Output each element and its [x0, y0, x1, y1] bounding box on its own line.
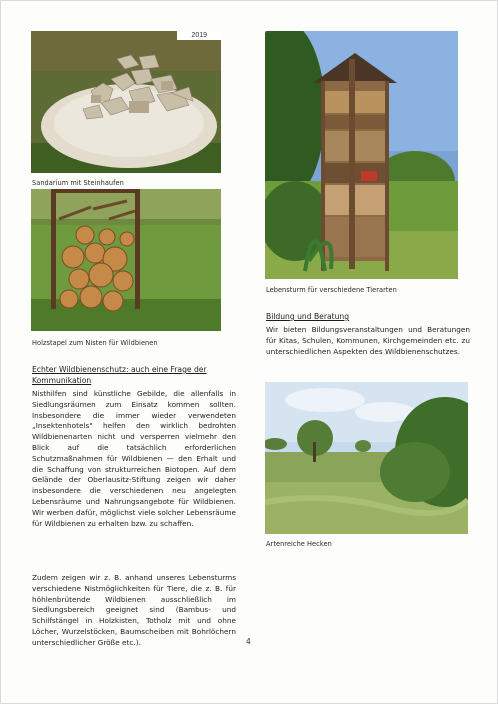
- woodpile-caption: Holzstapel zum Nisten für Wildbienen: [32, 339, 158, 347]
- right-paragraph: Wir bieten Bildungsveranstaltungen und Beratungen für Kitas, Schulen, Kommunen, Kirchgemeinden etc. zu unterschiedlichen Aspekten des Wildbienenschutzes.: [266, 325, 470, 356]
- left-paragraph-1: Nisthilfen sind künstliche Gebilde, die allenfalls in Siedlungsräumen zum Einsatz kommen sollten. Insbesondere die immer wieder verwendeten „Insektenhotels" helfen den wirklich bedrohten Wildbienenarten nicht und versperren vielmehr den Blick auf die tatsächlich erforderlichen Schutzmaßnahmen für Wildbienen — den Erhalt und die Schaffung von strukturreichen Biotopen. Auf dem Gelände der Oberlausitz-Stiftung zeigen wir daher insbesondere die verschiedenen neu angelegten Lebensräume und Nahrungsangebote für Wildbienen. Wir werben dafür, möglichst viele solcher Lebensräume für Wildbienen zu erhalten bzw. zu schaffen.: [32, 389, 236, 528]
- left-paragraph-2: Zudem zeigen wir z. B. anhand unseres Lebensturms verschiedene Nistmöglichkeiten für Tiere, die z. B. für höhlenbrütende Wildbienen ausschließlich im Siedlungsbereich geeignet sind (Bambus- und Schilfstängel in Holzkisten, Totholz mit und ohne Löcher, Wurzelstöcken, Baumscheiben mit Bohrlöchern unterschiedlicher Größe etc.).: [32, 573, 236, 647]
- insect-tower-photo: [265, 31, 458, 279]
- sandarium-photo: [31, 31, 221, 173]
- insect-tower-caption: Lebensturm für verschiedene Tierarten: [266, 286, 397, 294]
- sandarium-caption: Sandarium mit Steinhaufen: [32, 179, 124, 187]
- page-number: 4: [246, 637, 251, 646]
- right-heading: Bildung und Beratung: [266, 312, 350, 321]
- hedges-caption: Artenreiche Hecken: [266, 540, 332, 548]
- hedges-photo: [265, 382, 468, 534]
- woodpile-photo: [31, 189, 221, 331]
- left-heading: Echter Wildbienenschutz: auch eine Frage der Kommunikation: [32, 365, 207, 385]
- year-label: 2019: [177, 31, 221, 40]
